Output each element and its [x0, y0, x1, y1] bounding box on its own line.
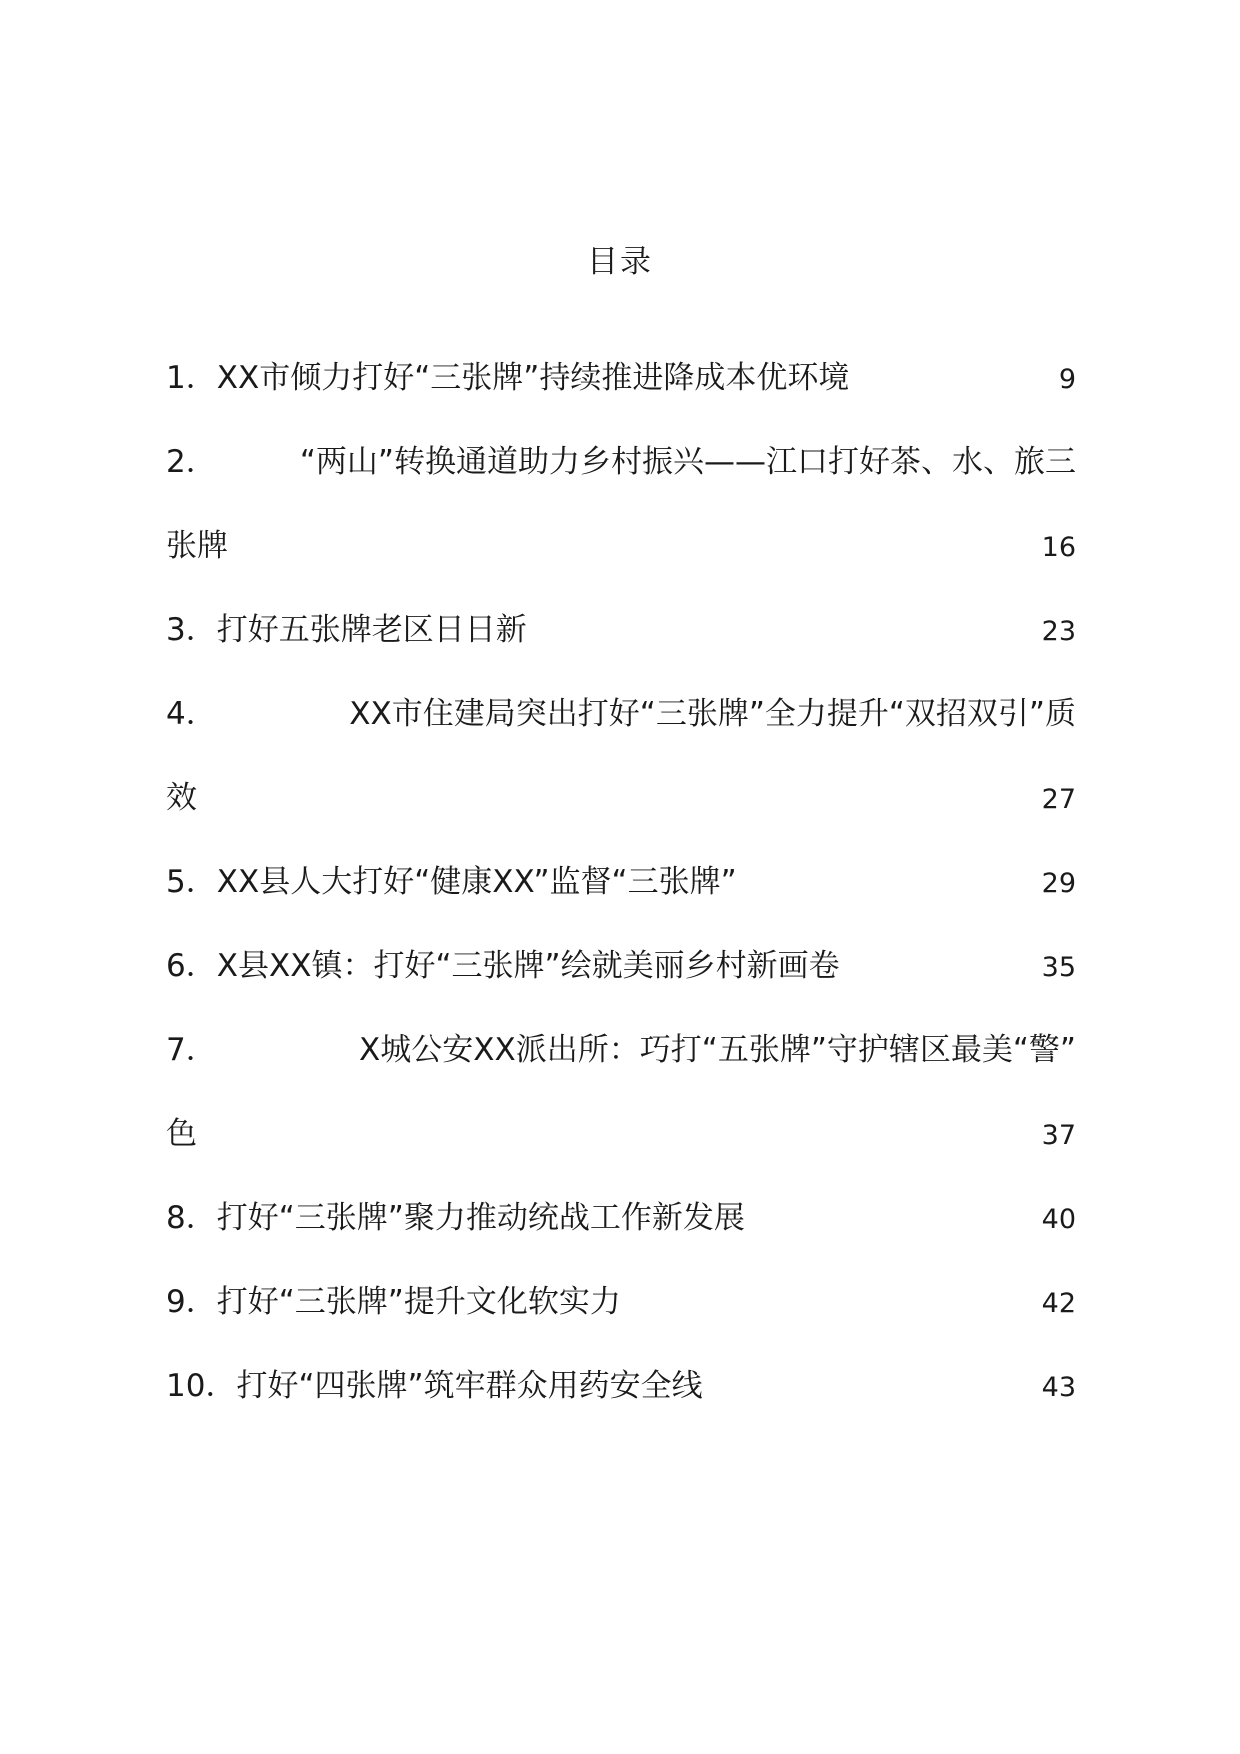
toc-entry-title: X城公安XX派出所：巧打“五张牌”守护辖区最美“警” — [359, 1032, 1076, 1068]
toc-entry-number: 6． — [166, 948, 217, 984]
toc-entry-page: 35 — [1041, 952, 1076, 983]
toc-entry[interactable] — [166, 1344, 1076, 1428]
toc-entry-title-continued: 效 — [166, 780, 197, 816]
toc-entry-title: XX县人大打好“健康XX”监督“三张牌” — [216, 864, 737, 900]
toc-entry-page: 40 — [1041, 1204, 1076, 1235]
toc-entry-number: 9． — [166, 1284, 217, 1320]
toc-entry[interactable] — [166, 588, 1076, 672]
toc-entry-title: X县XX镇：打好“三张牌”绘就美丽乡村新画卷 — [216, 948, 840, 984]
toc-entry[interactable] — [166, 1176, 1076, 1260]
toc-entry-page: 9 — [1058, 364, 1076, 395]
toc-entry-title: “两山”转换通道助力乡村振兴——江口打好茶、水、旅三 — [299, 444, 1076, 480]
toc-entry[interactable] — [166, 420, 1076, 588]
toc-entry-number: 2． — [166, 444, 217, 480]
toc-entry-title-continued: 色 — [166, 1116, 197, 1152]
toc-entry-page: 42 — [1041, 1288, 1076, 1319]
toc-entry-page: 37 — [1041, 1120, 1076, 1151]
toc-entry[interactable] — [166, 672, 1076, 840]
toc-entry-number: 10． — [166, 1368, 237, 1404]
toc-entry-number: 7． — [166, 1032, 217, 1068]
toc-entry[interactable] — [166, 336, 1076, 420]
toc-entry-title: 打好“三张牌”聚力推动统战工作新发展 — [216, 1200, 745, 1236]
toc-entry-page: 43 — [1041, 1372, 1076, 1403]
toc-entry-page: 16 — [1041, 532, 1076, 563]
toc-entry-number: 3． — [166, 612, 217, 648]
toc-entry-number: 4． — [166, 696, 217, 732]
toc-entry-page: 23 — [1041, 616, 1076, 647]
toc-entry-title: XX市住建局突出打好“三张牌”全力提升“双招双引”质 — [349, 696, 1076, 732]
toc-entry[interactable] — [166, 840, 1076, 924]
toc-entry[interactable] — [166, 924, 1076, 1008]
toc-entry-title-continued: 张牌 — [166, 528, 228, 564]
toc-title: 目录 — [587, 244, 653, 280]
toc-entry-title: 打好“四张牌”筑牢群众用药安全线 — [236, 1368, 703, 1404]
toc-entry[interactable] — [166, 1008, 1076, 1176]
toc-entry-title: XX市倾力打好“三张牌”持续推进降成本优环境 — [216, 360, 850, 396]
toc-entry-page: 27 — [1041, 784, 1076, 815]
toc-entry-number: 5． — [166, 864, 217, 900]
table-of-contents — [166, 336, 1076, 1428]
toc-entry-page: 29 — [1041, 868, 1076, 899]
toc-entry-title: 打好“三张牌”提升文化软实力 — [216, 1284, 621, 1320]
toc-entry[interactable] — [166, 1260, 1076, 1344]
toc-entry-number: 8． — [166, 1200, 217, 1236]
toc-entry-number: 1． — [166, 360, 217, 396]
toc-entry-title: 打好五张牌老区日日新 — [216, 612, 527, 648]
